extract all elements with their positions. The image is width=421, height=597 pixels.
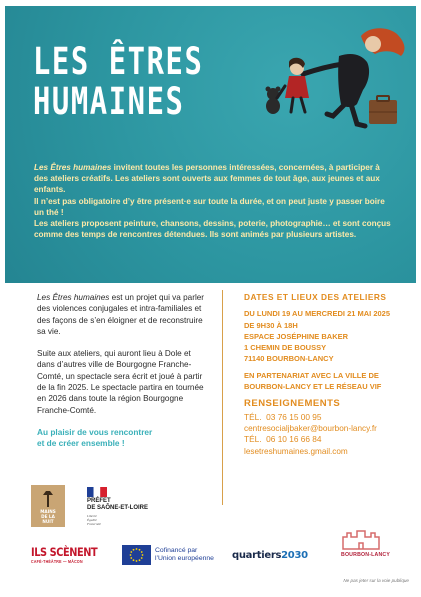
mains-de-la-nuit-logo bbox=[31, 485, 65, 527]
hero-panel bbox=[5, 6, 416, 283]
event-info bbox=[244, 292, 412, 457]
venue-street: 1 CHEMIN DE BOUSSY bbox=[244, 343, 327, 353]
description-project-name: Les Êtres humaines bbox=[37, 293, 110, 302]
project-description bbox=[37, 292, 207, 450]
scenent-main: ILS SCÈNENT bbox=[31, 545, 98, 559]
partner-line-2: BOURBON-LANCY ET LE RÉSEAU VIF bbox=[244, 382, 382, 392]
phone-2-number: 06 10 16 66 84 bbox=[266, 434, 322, 445]
ils-scenent-logo bbox=[31, 545, 111, 567]
column-divider bbox=[222, 290, 223, 505]
bourbon-lancy-logo bbox=[333, 527, 389, 565]
eu-text bbox=[155, 547, 214, 563]
title-line-1: LES ÊTRES bbox=[33, 40, 204, 83]
intro-project-name: Les Êtres humaines bbox=[34, 163, 112, 172]
prefet-text bbox=[87, 498, 148, 512]
dates-line-1: DU LUNDI 19 AU MERCREDI 21 MAI 2025 bbox=[244, 309, 391, 319]
email-2-link[interactable]: lesetreshumaines.gmail.com bbox=[244, 446, 348, 456]
devise-3: Fraternité bbox=[87, 522, 101, 526]
intro-paragraph-1 bbox=[34, 162, 394, 196]
title-line-2: HUMAINES bbox=[33, 80, 185, 123]
description-paragraph-1 bbox=[37, 292, 207, 337]
phone-2[interactable] bbox=[244, 434, 412, 445]
eu-flag-icon bbox=[122, 545, 151, 565]
scenent-sub: CAFÉ-THÉÂTRE — MÂCON bbox=[31, 559, 83, 564]
email-1-link[interactable]: centresocialjbaker@bourbon-lancy.fr bbox=[244, 423, 377, 433]
running-figures-illustration bbox=[211, 16, 416, 136]
intro-text bbox=[34, 162, 394, 240]
intro-paragraph-2: Il n’est pas obligatoire d’y être présent·e sur toute la durée, et on peut juste y passer boire un thé ! bbox=[34, 196, 385, 217]
eu-logo bbox=[122, 545, 222, 565]
bourbon-text: BOURBON-LANCY bbox=[341, 552, 390, 558]
devise bbox=[87, 514, 101, 526]
poster-title bbox=[33, 42, 203, 122]
venue-name: ESPACE JOSÉPHINE BAKER bbox=[244, 331, 349, 341]
info-heading: RENSEIGNEMENTS bbox=[244, 398, 341, 410]
description-paragraph-1-text: est un projet qui va parler des violences conjugales et intra-familiales et des façons de s’en éloigner et de reconstruire sa vie. bbox=[37, 293, 205, 336]
devise-1: Liberté bbox=[87, 514, 97, 518]
quartiers-word: quartiers bbox=[232, 550, 282, 561]
mains-text-2: DE LA bbox=[41, 514, 55, 519]
intro-paragraph-3: Les ateliers proposent peinture, chansons, dessins, poterie, photographie… et sont conçus comme des temps de rencontres détendues. Ils sont animés par plusieurs artistes. bbox=[34, 219, 391, 240]
venue-city: 71140 BOURBON-LANCY bbox=[244, 354, 334, 364]
marianne-icon bbox=[87, 487, 107, 497]
partner-line-1: EN PARTENARIAT AVEC LA VILLE DE bbox=[244, 370, 379, 380]
intro-paragraph-1-text: invitent toutes les personnes intéressées, concernées, à participer à des ateliers créatifs. Les ateliers sont ouverts aux femmes de tout âge, aux jeunes et aux enfants. bbox=[34, 163, 380, 195]
closing-line-1: Au plaisir de vous rencontrer bbox=[37, 426, 153, 437]
prefet-line-2: DE SAÔNE-ET-LOIRE bbox=[87, 505, 149, 511]
footer-note: Ne pas jeter sur la voie publique bbox=[343, 578, 409, 583]
dates-line-2: DE 9H30 À 18H bbox=[244, 320, 298, 330]
castle-icon bbox=[341, 527, 381, 551]
prefet-line-1: PRÉFET bbox=[87, 498, 111, 504]
closing-line-2: et de créer ensemble ! bbox=[37, 438, 125, 449]
quartiers-2030-logo bbox=[232, 550, 308, 561]
prefet-logo bbox=[87, 487, 187, 527]
phone-1-label: TÉL. bbox=[244, 411, 262, 422]
devise-2: Égalité bbox=[87, 518, 97, 522]
phone-1[interactable] bbox=[244, 412, 412, 423]
description-paragraph-2: Suite aux ateliers, qui auront lieu à Dole et dans d’autres ville de Bourgogne Franche-Comté, un spectacle sera écrit et joué à partir de la fin 2025. Le spectacle partira en tournée en 2026 dans toute la région Bourgogne Franche-Comté. bbox=[37, 349, 204, 415]
phone-2-label: TÉL. bbox=[244, 434, 262, 445]
phone-1-number: 03 76 15 00 95 bbox=[266, 411, 322, 422]
eu-line-2: l’Union européenne bbox=[155, 555, 214, 562]
mains-text-3: NUIT bbox=[42, 519, 54, 524]
quartiers-number: 2030 bbox=[281, 550, 308, 561]
dates-heading: DATES ET LIEUX DES ATELIERS bbox=[244, 292, 387, 302]
eu-line-1: Cofinancé par bbox=[155, 547, 198, 554]
closing-message bbox=[37, 427, 207, 450]
lamp-icon bbox=[40, 491, 56, 509]
mains-text-1: MAINS bbox=[40, 509, 56, 514]
